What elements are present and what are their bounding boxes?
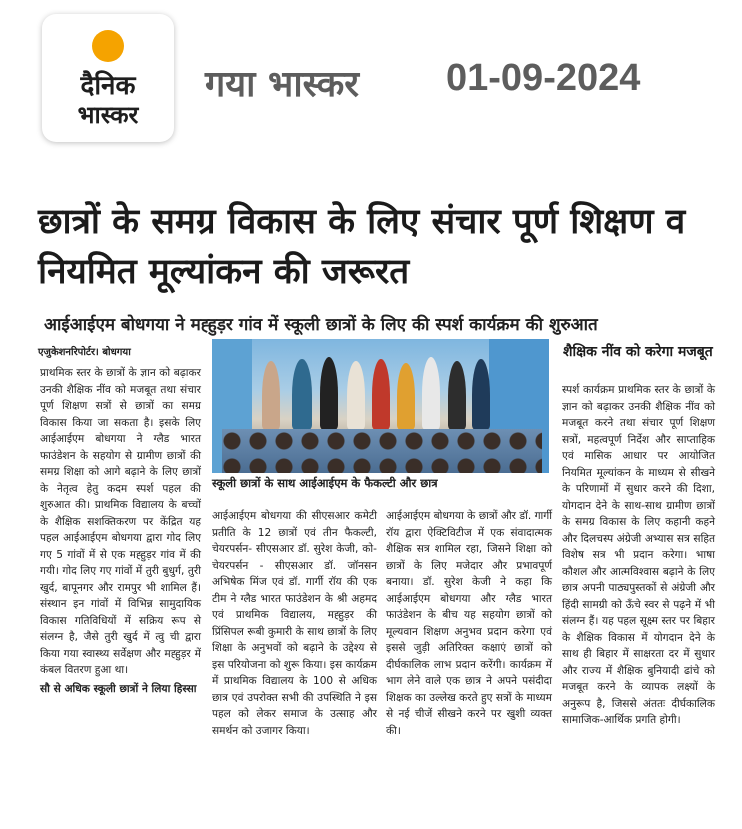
paper-edition-name: गया भास्कर	[205, 64, 360, 105]
article-column-1	[40, 365, 201, 699]
column-1-body: प्राथमिक स्तर के छात्रों के ज्ञान को बढ़ाकर उनकी शैक्षिक नींव को मजबूत तथा संचार पूर्ण शिक्षण सत्रों से छात्रों का समग्र विकास किया जा सकता है। इसके लिए आईआईएम बोधगया ने ग्लैड भारत फाउंडेशन के सहयोग से ग्रामीण छात्रों की समग्र शिक्षा को आगे बढ़ाने के लिए छात्रों के नेतृत्व हेतु कदम स्पर्श पहल की शुरुआत की। प्राथमिक विद्यालय के बच्चों के शैक्षिक सशक्तिकरण पर केंद्रित यह पहल आईआईएम बोधगया द्वारा गोद लिए गए 5 गांवों में से एक मह्हुड़र गांव में की गयी। गोद लिए गए गांवों में तुरी बुधुर्ग, तुरी खुर्द, बापूनगर और रामपुर भी शामिल हैं। संस्थान इन गांवों में विभिन्न सामुदायिक विकास गतिविधियों में सक्रिय रूप से संलग्न है, जैसे तुरी खुर्द में त्वु ची द्वारा किया गया स्वास्थ्य सर्वेक्षण और मह्हुड़र में कंबल वितरण हुआ था।	[40, 367, 201, 676]
article-column-4: स्पर्श कार्यक्रम प्राथमिक स्तर के छात्रों के ज्ञान को बढ़ाकर उनकी शैक्षिक नींव को मजबूत करने तथा संचार पूर्ण शिक्षण सत्रों, महत्वपूर्ण निर्देश और साप्ताहिक एवं मासिक आधार पर आयोजित नियमित मूल्यांकन के माध्यम से सीखने के परिणामों में सुधार करने की दिशा, योगदान देने के साथ-साथ ग्रामीण छात्रों के समग्र विकास के लिए कहानी कहने और दिलचस्प अंग्रेजी अभ्यास सत्र सहित विशेष सत्र भी प्रदान करेगा। भाषा कौशल और आत्मविश्वास बढ़ाने के लिए छात्र अपनी पाठ्यपुस्तकों से अंग्रेजी और हिंदी सामग्री को ऊँचे स्वर से पढ़ने में भी संलग्न हैं। यह पहल सूक्ष्म स्तर पर बिहार के शैक्षिक विकास में योगदान देने के साथ ही बिहार में साक्षरता दर में सुधार और राज्य में शैक्षिक बुनियादी ढांचे को मजबूत करने के व्यापक लक्ष्यों के अनुरूप है, जिससे अंततः दीर्घकालिक सामाजिक-आर्थिक प्रगति होगी।	[562, 384, 715, 726]
side-heading: शैक्षिक नींव को करेगा मजबूत	[563, 344, 713, 360]
logo-text-line2: भास्कर	[77, 101, 139, 129]
article-column-2: आईआईएम बोधगया की सीएसआर कमेटी प्रतीति के 12 छात्रों एवं तीन फैकल्टी, चेयरपर्सन- सीएसआर डॉ. सुरेश केजी, को-चेयरपर्सन - सीएसआर डॉ. जॉनसन अभिषेक मिंज एवं डॉ. गार्गी रॉय की एक टीम ने ग्लैड भारत फाउंडेशन के श्री अहमद एवं प्राथमिक विद्यालय, मह्हुड़र की प्रिंसिपल रूबी कुमारी के साथ छात्रों के लिए शिक्षा के अनुभवों को बढ़ाने के उद्देश्य से इस परियोजना को शुरू किया। इस कार्यक्रम में प्राथमिक विद्यालय के 100 से अधिक छात्र एवं उपरोक्त सभी की उपस्थिति ने इस पहल को लेकर समाज के उत्साह और समर्थन को उजागर किया।	[212, 510, 377, 737]
article-photo	[212, 339, 549, 473]
sun-logo-icon	[92, 30, 124, 62]
dainik-bhaskar-logo	[42, 14, 174, 142]
article-column-3: आईआईएम बोधगया के छात्रों और डॉ. गार्गी रॉय द्वारा ऐक्टिविटीज में एक संवादात्मक शैक्षिक सत्र शामिल रहा, जिसने शिक्षा को छात्रों के लिए मजेदार और प्रभावपूर्ण बनाया। डॉ. सुरेश केजी ने कहा कि आईआईएम बोधगया और ग्लैड भारत फाउंडेशन के बीच यह सहयोग छात्रों को मूल्यवान शिक्षण अनुभव प्रदान करेगा एवं इससे जुड़ी अतिरिक्त कक्षाएं छात्रों को दीर्घकालिक लाभ प्रदान करेंगी। कार्यक्रम में भाग लेने वाले एक छात्र ने अपने पसंदीदा शिक्षक का उल्लेख करते हुए सत्रों के माध्यम से नई चीजें सीखने करने पर खुशी व्यक्त की।	[386, 510, 552, 737]
photo-caption: स्कूली छात्रों के साथ आईआईएम के फैकल्टी और छात्र	[212, 476, 438, 490]
column-1-subheading: सौ से अधिक स्कूली छात्रों ने लिया हिस्सा	[40, 682, 197, 695]
publication-date: 01-09-2024	[446, 57, 641, 99]
logo-text-line1: दैनिक	[80, 71, 136, 101]
article-headline: छात्रों के समग्र विकास के लिए संचार पूर्ण शिक्षण व नियमित मूल्यांकन की जरूरत	[38, 202, 686, 292]
article-byline: एजुकेशनरिपोर्टर। बोधगया	[38, 347, 131, 358]
article-subheadline: आईआईएम बोधगया ने मह्हुड़र गांव में स्कूली छात्रों के लिए की स्पर्श कार्यक्रम की शुरुआत	[44, 315, 598, 335]
